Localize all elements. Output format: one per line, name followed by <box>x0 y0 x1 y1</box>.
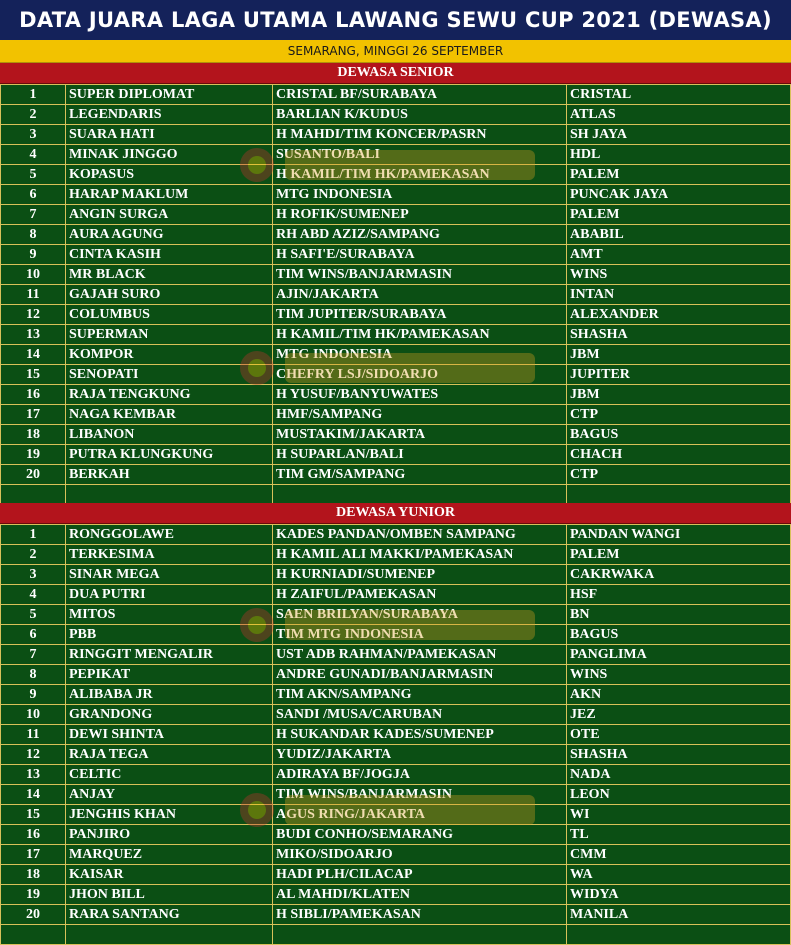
bird-name-cell: MINAK JINGGO <box>66 145 273 165</box>
team-cell: BN <box>567 605 791 625</box>
owner-cell: H ZAIFUL/PAMEKASAN <box>273 585 567 605</box>
bird-name-cell: RARA SANTANG <box>66 905 273 925</box>
owner-cell: H MAHDI/TIM KONCER/PASRN <box>273 125 567 145</box>
rank-cell: 18 <box>1 865 66 885</box>
owner-cell: TIM WINS/BANJARMASIN <box>273 265 567 285</box>
team-cell: BAGUS <box>567 425 791 445</box>
team-cell: AKN <box>567 685 791 705</box>
table-row <box>1 185 791 205</box>
table-row <box>1 585 791 605</box>
rank-cell: 1 <box>1 85 66 105</box>
table-row <box>1 305 791 325</box>
team-cell: CTP <box>567 465 791 485</box>
owner-cell: UST ADB RAHMAN/PAMEKASAN <box>273 645 567 665</box>
bird-name-cell: SUPER DIPLOMAT <box>66 85 273 105</box>
team-cell: WINS <box>567 265 791 285</box>
team-cell: JBM <box>567 385 791 405</box>
owner-cell <box>273 485 567 505</box>
table-row <box>1 105 791 125</box>
bird-name-cell: MR BLACK <box>66 265 273 285</box>
bird-name-cell: RAJA TEGA <box>66 745 273 765</box>
bird-name-cell: AURA AGUNG <box>66 225 273 245</box>
team-cell: AMT <box>567 245 791 265</box>
table-row <box>1 545 791 565</box>
team-cell: PANGLIMA <box>567 645 791 665</box>
rank-cell: 17 <box>1 845 66 865</box>
bird-name-cell: LEGENDARIS <box>66 105 273 125</box>
rank-cell: 1 <box>1 525 66 545</box>
table-row <box>1 85 791 105</box>
team-cell: WIDYA <box>567 885 791 905</box>
event-date-subtitle: SEMARANG, MINGGI 26 SEPTEMBER <box>0 40 791 63</box>
team-cell: CTP <box>567 405 791 425</box>
team-cell: JBM <box>567 345 791 365</box>
rank-cell: 6 <box>1 625 66 645</box>
table-row <box>1 705 791 725</box>
team-cell: WA <box>567 865 791 885</box>
table-row <box>1 845 791 865</box>
owner-cell: ADIRAYA BF/JOGJA <box>273 765 567 785</box>
team-cell: PALEM <box>567 205 791 225</box>
bird-name-cell: ANJAY <box>66 785 273 805</box>
table-row <box>1 445 791 465</box>
owner-cell: AJIN/JAKARTA <box>273 285 567 305</box>
team-cell <box>567 485 791 505</box>
bird-name-cell: GRANDONG <box>66 705 273 725</box>
table-row <box>1 245 791 265</box>
owner-cell: SUSANTO/BALI <box>273 145 567 165</box>
rank-cell: 5 <box>1 165 66 185</box>
rank-cell: 12 <box>1 745 66 765</box>
results-table-senior <box>0 84 791 505</box>
table-row <box>1 465 791 485</box>
owner-cell: TIM WINS/BANJARMASIN <box>273 785 567 805</box>
rank-cell: 5 <box>1 605 66 625</box>
table-row <box>1 785 791 805</box>
rank-cell: 19 <box>1 445 66 465</box>
table-row <box>1 645 791 665</box>
bird-name-cell: ALIBABA JR <box>66 685 273 705</box>
rank-cell: 3 <box>1 565 66 585</box>
owner-cell: MIKO/SIDOARJO <box>273 845 567 865</box>
bird-name-cell: DEWI SHINTA <box>66 725 273 745</box>
bird-name-cell: PANJIRO <box>66 825 273 845</box>
bird-name-cell: NAGA KEMBAR <box>66 405 273 425</box>
owner-cell: TIM GM/SAMPANG <box>273 465 567 485</box>
team-cell: CHACH <box>567 445 791 465</box>
bird-name-cell <box>66 925 273 945</box>
team-cell: NADA <box>567 765 791 785</box>
rank-cell: 14 <box>1 345 66 365</box>
rank-cell: 8 <box>1 225 66 245</box>
rank-cell: 3 <box>1 125 66 145</box>
table-row <box>1 605 791 625</box>
bird-name-cell: JHON BILL <box>66 885 273 905</box>
owner-cell: H YUSUF/BANYUWATES <box>273 385 567 405</box>
team-cell: JEZ <box>567 705 791 725</box>
bird-name-cell: ANGIN SURGA <box>66 205 273 225</box>
owner-cell: RH ABD AZIZ/SAMPANG <box>273 225 567 245</box>
table-row <box>1 325 791 345</box>
table-row <box>1 385 791 405</box>
bird-name-cell: RAJA TENGKUNG <box>66 385 273 405</box>
bird-name-cell: SINAR MEGA <box>66 565 273 585</box>
section-header: DEWASA YUNIOR <box>0 503 791 524</box>
owner-cell: TIM MTG INDONESIA <box>273 625 567 645</box>
rank-cell: 2 <box>1 545 66 565</box>
owner-cell: H SUPARLAN/BALI <box>273 445 567 465</box>
rank-cell: 20 <box>1 905 66 925</box>
rank-cell <box>1 485 66 505</box>
owner-cell: BUDI CONHO/SEMARANG <box>273 825 567 845</box>
rank-cell: 12 <box>1 305 66 325</box>
rank-cell: 20 <box>1 465 66 485</box>
rank-cell: 18 <box>1 425 66 445</box>
team-cell: BAGUS <box>567 625 791 645</box>
rank-cell: 11 <box>1 725 66 745</box>
rank-cell: 7 <box>1 645 66 665</box>
rank-cell: 15 <box>1 805 66 825</box>
bird-name-cell: CELTIC <box>66 765 273 785</box>
bird-name-cell: LIBANON <box>66 425 273 445</box>
owner-cell: HMF/SAMPANG <box>273 405 567 425</box>
owner-cell: H KURNIADI/SUMENEP <box>273 565 567 585</box>
team-cell: PANDAN WANGI <box>567 525 791 545</box>
team-cell: CRISTAL <box>567 85 791 105</box>
owner-cell: H SUKANDAR KADES/SUMENEP <box>273 725 567 745</box>
table-row <box>1 405 791 425</box>
rank-cell: 4 <box>1 145 66 165</box>
rank-cell <box>1 925 66 945</box>
bird-name-cell: MARQUEZ <box>66 845 273 865</box>
team-cell: OTE <box>567 725 791 745</box>
owner-cell: SANDI /MUSA/CARUBAN <box>273 705 567 725</box>
bird-name-cell: TERKESIMA <box>66 545 273 565</box>
rank-cell: 2 <box>1 105 66 125</box>
team-cell <box>567 925 791 945</box>
rank-cell: 4 <box>1 585 66 605</box>
team-cell: PUNCAK JAYA <box>567 185 791 205</box>
team-cell: SH JAYA <box>567 125 791 145</box>
bird-name-cell: SENOPATI <box>66 365 273 385</box>
bird-name-cell: PBB <box>66 625 273 645</box>
team-cell: ALEXANDER <box>567 305 791 325</box>
owner-cell: ANDRE GUNADI/BANJARMASIN <box>273 665 567 685</box>
table-row <box>1 485 791 505</box>
table-row <box>1 745 791 765</box>
bird-name-cell: MITOS <box>66 605 273 625</box>
bird-name-cell: COLUMBUS <box>66 305 273 325</box>
bird-name-cell: PEPIKAT <box>66 665 273 685</box>
team-cell: LEON <box>567 785 791 805</box>
bird-name-cell <box>66 485 273 505</box>
rank-cell: 10 <box>1 265 66 285</box>
owner-cell: H ROFIK/SUMENEP <box>273 205 567 225</box>
team-cell: PALEM <box>567 545 791 565</box>
owner-cell: MUSTAKIM/JAKARTA <box>273 425 567 445</box>
rank-cell: 19 <box>1 885 66 905</box>
rank-cell: 10 <box>1 705 66 725</box>
section-yunior <box>0 503 791 945</box>
table-row <box>1 725 791 745</box>
owner-cell <box>273 925 567 945</box>
table-row <box>1 565 791 585</box>
owner-cell: CHEFRY LSJ/SIDOARJO <box>273 365 567 385</box>
bird-name-cell: RONGGOLAWE <box>66 525 273 545</box>
bird-name-cell: HARAP MAKLUM <box>66 185 273 205</box>
bird-name-cell: KAISAR <box>66 865 273 885</box>
owner-cell: TIM JUPITER/SURABAYA <box>273 305 567 325</box>
owner-cell: TIM AKN/SAMPANG <box>273 685 567 705</box>
table-row <box>1 345 791 365</box>
table-row <box>1 865 791 885</box>
team-cell: SHASHA <box>567 745 791 765</box>
rank-cell: 14 <box>1 785 66 805</box>
table-row <box>1 225 791 245</box>
rank-cell: 6 <box>1 185 66 205</box>
owner-cell: H KAMIL/TIM HK/PAMEKASAN <box>273 165 567 185</box>
owner-cell: MTG INDONESIA <box>273 345 567 365</box>
team-cell: PALEM <box>567 165 791 185</box>
bird-name-cell: KOMPOR <box>66 345 273 365</box>
owner-cell: KADES PANDAN/OMBEN SAMPANG <box>273 525 567 545</box>
owner-cell: AL MAHDI/KLATEN <box>273 885 567 905</box>
table-row <box>1 825 791 845</box>
rank-cell: 16 <box>1 385 66 405</box>
team-cell: TL <box>567 825 791 845</box>
team-cell: CAKRWAKA <box>567 565 791 585</box>
rank-cell: 11 <box>1 285 66 305</box>
owner-cell: YUDIZ/JAKARTA <box>273 745 567 765</box>
team-cell: CMM <box>567 845 791 865</box>
table-row <box>1 165 791 185</box>
bird-name-cell: GAJAH SURO <box>66 285 273 305</box>
team-cell: JUPITER <box>567 365 791 385</box>
owner-cell: H KAMIL ALI MAKKI/PAMEKASAN <box>273 545 567 565</box>
owner-cell: H SAFI'E/SURABAYA <box>273 245 567 265</box>
table-row <box>1 905 791 925</box>
section-header: DEWASA SENIOR <box>0 63 791 84</box>
team-cell: ABABIL <box>567 225 791 245</box>
page-title: DATA JUARA LAGA UTAMA LAWANG SEWU CUP 2021 (DEWASA) <box>0 0 791 40</box>
table-row <box>1 265 791 285</box>
owner-cell: SAEN BRILYAN/SURABAYA <box>273 605 567 625</box>
rank-cell: 16 <box>1 825 66 845</box>
rank-cell: 7 <box>1 205 66 225</box>
team-cell: MANILA <box>567 905 791 925</box>
owner-cell: CRISTAL BF/SURABAYA <box>273 85 567 105</box>
team-cell: HSF <box>567 585 791 605</box>
owner-cell: HADI PLH/CILACAP <box>273 865 567 885</box>
rank-cell: 13 <box>1 765 66 785</box>
table-row <box>1 805 791 825</box>
rank-cell: 15 <box>1 365 66 385</box>
table-row <box>1 925 791 945</box>
bird-name-cell: JENGHIS KHAN <box>66 805 273 825</box>
team-cell: WI <box>567 805 791 825</box>
section-senior <box>0 63 791 505</box>
owner-cell: H KAMIL/TIM HK/PAMEKASAN <box>273 325 567 345</box>
team-cell: WINS <box>567 665 791 685</box>
results-table-yunior <box>0 524 791 945</box>
table-row <box>1 885 791 905</box>
owner-cell: AGUS RING/JAKARTA <box>273 805 567 825</box>
rank-cell: 9 <box>1 245 66 265</box>
team-cell: HDL <box>567 145 791 165</box>
bird-name-cell: DUA PUTRI <box>66 585 273 605</box>
rank-cell: 9 <box>1 685 66 705</box>
bird-name-cell: KOPASUS <box>66 165 273 185</box>
table-row <box>1 425 791 445</box>
table-row <box>1 685 791 705</box>
owner-cell: H SIBLI/PAMEKASAN <box>273 905 567 925</box>
table-row <box>1 765 791 785</box>
table-row <box>1 365 791 385</box>
team-cell: INTAN <box>567 285 791 305</box>
table-row <box>1 285 791 305</box>
table-row <box>1 205 791 225</box>
rank-cell: 17 <box>1 405 66 425</box>
bird-name-cell: PUTRA KLUNGKUNG <box>66 445 273 465</box>
bird-name-cell: SUARA HATI <box>66 125 273 145</box>
team-cell: SHASHA <box>567 325 791 345</box>
rank-cell: 13 <box>1 325 66 345</box>
bird-name-cell: CINTA KASIH <box>66 245 273 265</box>
table-row <box>1 145 791 165</box>
table-row <box>1 525 791 545</box>
bird-name-cell: RINGGIT MENGALIR <box>66 645 273 665</box>
bird-name-cell: SUPERMAN <box>66 325 273 345</box>
table-row <box>1 125 791 145</box>
rank-cell: 8 <box>1 665 66 685</box>
team-cell: ATLAS <box>567 105 791 125</box>
table-row <box>1 625 791 645</box>
table-row <box>1 665 791 685</box>
owner-cell: BARLIAN K/KUDUS <box>273 105 567 125</box>
owner-cell: MTG INDONESIA <box>273 185 567 205</box>
bird-name-cell: BERKAH <box>66 465 273 485</box>
